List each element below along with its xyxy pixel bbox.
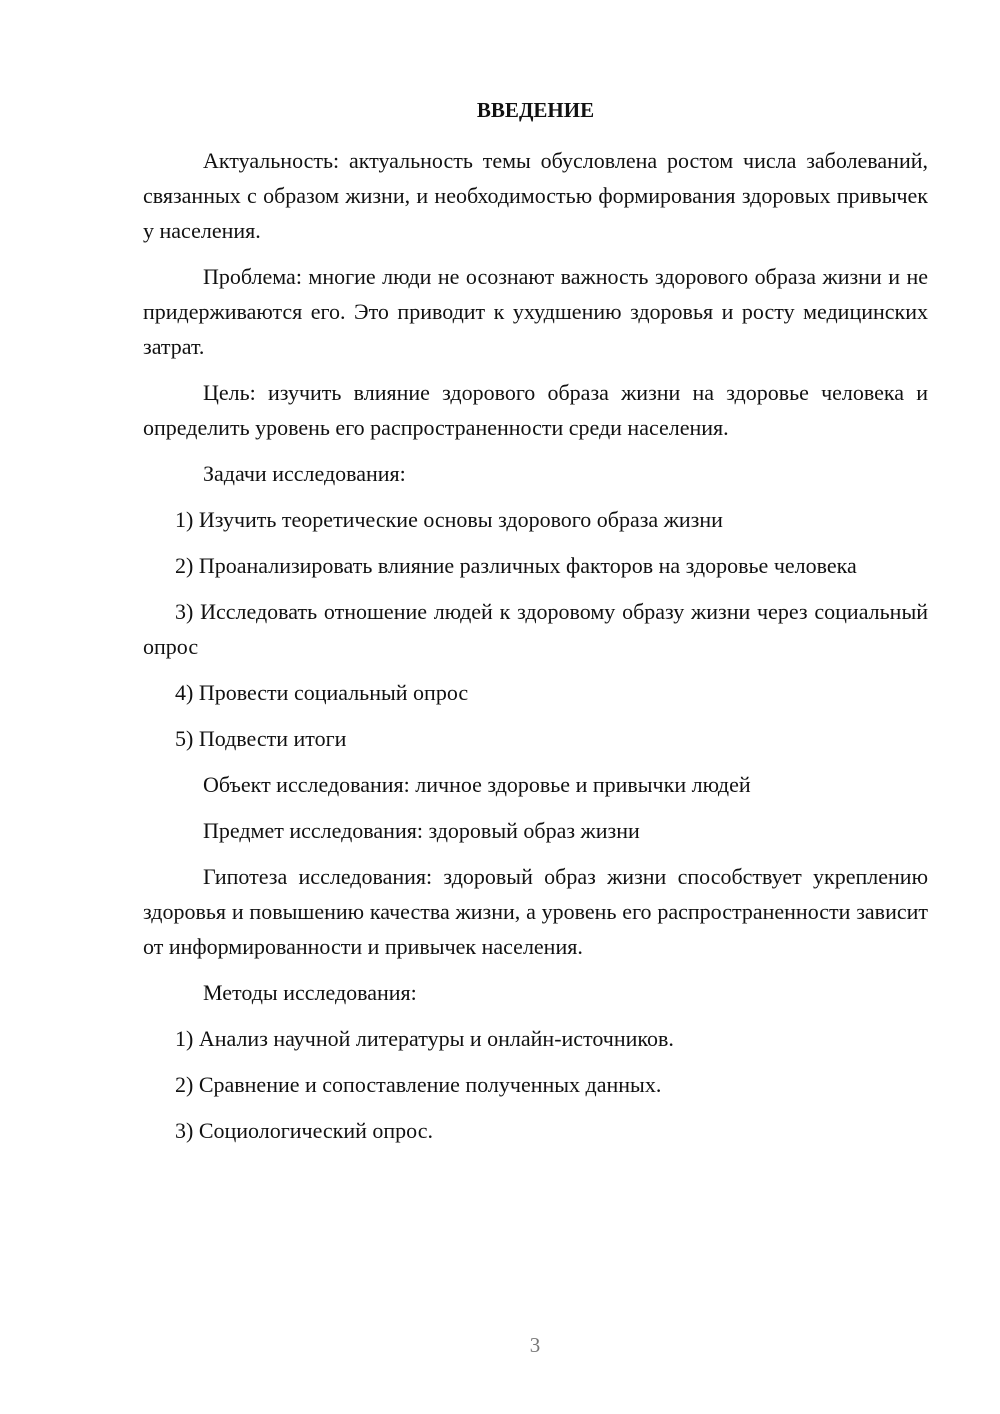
task-item-1: 1) Изучить теоретические основы здорового образа жизни xyxy=(175,507,723,532)
method-item-2: 2) Сравнение и сопоставление полученных данных. xyxy=(175,1072,662,1097)
page-number: 3 xyxy=(529,1333,541,1357)
method-item-1: 1) Анализ научной литературы и онлайн-источников. xyxy=(175,1026,674,1051)
task-item-2: 2) Проанализировать влияние различных факторов на здоровье человека xyxy=(175,553,857,578)
task-item-4: 4) Провести социальный опрос xyxy=(175,680,469,705)
task-item-3: 3) Исследовать отношение людей к здоровому образу жизни через социальный опрос xyxy=(143,599,928,659)
problem-paragraph: Проблема: многие люди не осознают важность здорового образа жизни и не придерживаются его. Это приводит к ухудшению здоровья и росту медицинских затрат. xyxy=(143,264,928,359)
relevance-paragraph: Актуальность: актуальность темы обусловлена ростом числа заболеваний, связанных с образом жизни, и необходимостью формирования здоровых привычек у населения. xyxy=(143,148,928,243)
hypothesis-paragraph: Гипотеза исследования: здоровый образ жизни способствует укреплению здоровья и повышению качества жизни, а уровень его распространенности зависит от информированности и привычек населения. xyxy=(143,864,928,959)
object-paragraph: Объект исследования: личное здоровье и привычки людей xyxy=(203,772,751,797)
goal-paragraph: Цель: изучить влияние здорового образа жизни на здоровье человека и определить уровень его распространенности среди населения. xyxy=(143,380,928,440)
method-item-3: 3) Социологический опрос. xyxy=(175,1118,433,1143)
section-title: ВВЕДЕНИЕ xyxy=(476,98,595,122)
methods-heading: Методы исследования: xyxy=(203,980,417,1005)
tasks-heading: Задачи исследования: xyxy=(203,461,406,486)
subject-paragraph: Предмет исследования: здоровый образ жизни xyxy=(203,818,640,843)
document-page xyxy=(143,95,928,1159)
task-item-5: 5) Подвести итоги xyxy=(175,726,347,751)
